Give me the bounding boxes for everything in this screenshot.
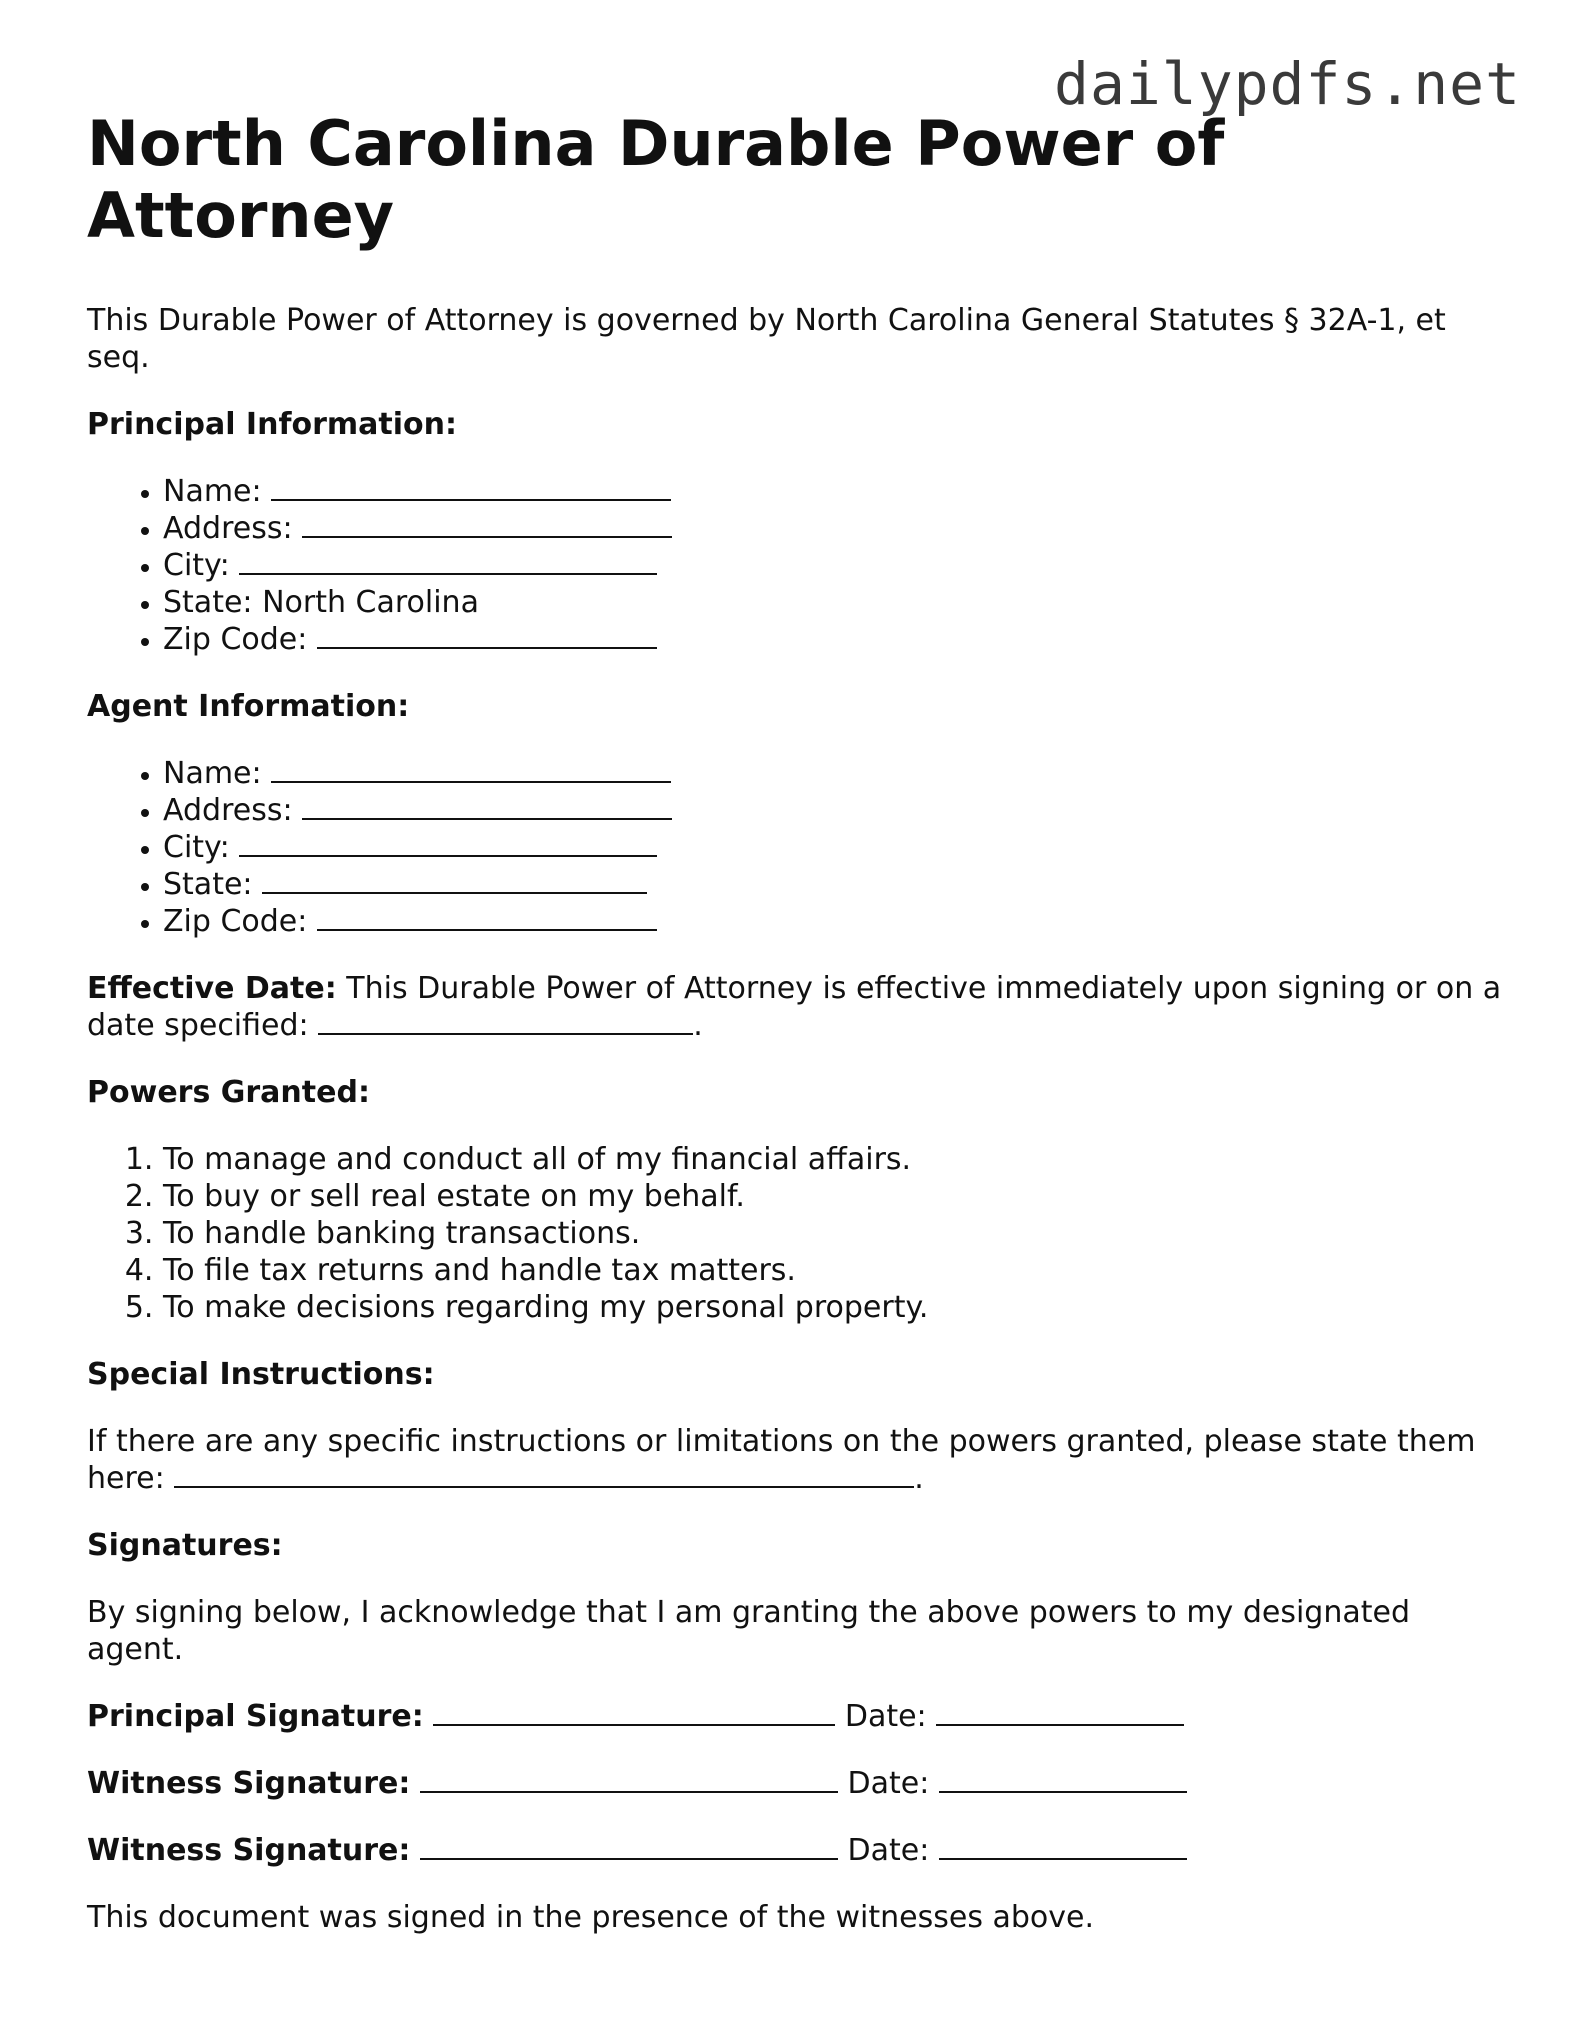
- agent-heading: Agent Information:: [87, 689, 410, 724]
- principal-heading: Principal Information:: [87, 407, 458, 442]
- agent-state-label: State:: [163, 867, 253, 902]
- intro-paragraph: This Durable Power of Attorney is governed by North Carolina General Statutes § 32A-1, et seq.: [87, 303, 1446, 375]
- special-text: If there are any specific instructions or limitations on the powers granted, please state them here:: [87, 1424, 1476, 1496]
- witness1-signature-row: [87, 1765, 1507, 1802]
- agent-state-field[interactable]: [262, 866, 647, 894]
- principal-address-field[interactable]: [302, 510, 672, 538]
- witness2-signature-label: Witness Signature:: [87, 1833, 411, 1868]
- agent-address-label: Address:: [163, 793, 293, 828]
- principal-name-field[interactable]: [271, 473, 671, 501]
- principal-signature-row: [87, 1698, 1507, 1735]
- power-item: 5. To make decisions regarding my personal property.: [163, 1289, 1507, 1326]
- agent-list: [87, 755, 1507, 940]
- witness1-date-field[interactable]: [939, 1765, 1187, 1793]
- agent-zip-field[interactable]: [317, 903, 657, 931]
- document-page: [87, 108, 1507, 1936]
- principal-name-item: [163, 473, 1507, 510]
- effective-date-period: .: [693, 1008, 703, 1043]
- special-period: .: [914, 1461, 924, 1496]
- agent-city-field[interactable]: [239, 829, 657, 857]
- principal-signature-field[interactable]: [433, 1698, 835, 1726]
- witness1-signature-label: Witness Signature:: [87, 1766, 411, 1801]
- special-instructions-field[interactable]: [174, 1460, 914, 1488]
- principal-state-item: [163, 584, 1507, 621]
- special-paragraph: [87, 1423, 1507, 1497]
- powers-heading: Powers Granted:: [87, 1075, 370, 1110]
- principal-zip-field[interactable]: [317, 621, 657, 649]
- watermark: dailypdfs.net: [1054, 50, 1521, 118]
- agent-zip-item: [163, 903, 1507, 940]
- agent-address-item: [163, 792, 1507, 829]
- principal-address-label: Address:: [163, 511, 293, 546]
- closing-statement: This document was signed in the presence of the witnesses above.: [87, 1900, 1095, 1935]
- witness2-date-label: Date:: [847, 1833, 930, 1868]
- power-item: 2. To buy or sell real estate on my behalf.: [163, 1178, 1507, 1215]
- witness1-date-label: Date:: [847, 1766, 930, 1801]
- agent-state-item: [163, 866, 1507, 903]
- effective-date-field[interactable]: [318, 1007, 693, 1035]
- principal-zip-item: [163, 621, 1507, 658]
- principal-address-item: [163, 510, 1507, 547]
- principal-signature-label: Principal Signature:: [87, 1699, 424, 1734]
- principal-name-label: Name:: [163, 474, 262, 509]
- signatures-heading: Signatures:: [87, 1528, 283, 1563]
- principal-city-item: [163, 547, 1507, 584]
- agent-address-field[interactable]: [302, 792, 672, 820]
- effective-date-label: Effective Date:: [87, 971, 337, 1006]
- power-item: 3. To handle banking transactions.: [163, 1215, 1507, 1252]
- special-heading: Special Instructions:: [87, 1357, 435, 1392]
- principal-date-field[interactable]: [936, 1698, 1184, 1726]
- agent-city-item: [163, 829, 1507, 866]
- principal-state-value: North Carolina: [262, 585, 479, 620]
- principal-city-field[interactable]: [239, 547, 657, 575]
- agent-name-field[interactable]: [271, 755, 671, 783]
- powers-list: [87, 1141, 1507, 1326]
- signatures-text: By signing below, I acknowledge that I am granting the above powers to my designated agent.: [87, 1595, 1411, 1667]
- agent-name-item: [163, 755, 1507, 792]
- witness2-signature-field[interactable]: [420, 1832, 838, 1860]
- effective-date-paragraph: [87, 970, 1507, 1044]
- effective-date-text: This Durable Power of Attorney is effective immediately upon signing or on a date specified:: [87, 971, 1502, 1043]
- principal-zip-label: Zip Code:: [163, 622, 308, 657]
- principal-date-label: Date:: [844, 1699, 927, 1734]
- agent-name-label: Name:: [163, 756, 262, 791]
- power-item: 4. To file tax returns and handle tax matters.: [163, 1252, 1507, 1289]
- power-item: 1. To manage and conduct all of my financial affairs.: [163, 1141, 1507, 1178]
- document-title: North Carolina Durable Power of Attorney: [87, 107, 1225, 252]
- witness2-signature-row: [87, 1832, 1507, 1869]
- agent-zip-label: Zip Code:: [163, 904, 308, 939]
- principal-city-label: City:: [163, 548, 230, 583]
- principal-list: [87, 473, 1507, 658]
- principal-state-label: State:: [163, 585, 253, 620]
- agent-city-label: City:: [163, 830, 230, 865]
- witness1-signature-field[interactable]: [420, 1765, 838, 1793]
- witness2-date-field[interactable]: [939, 1832, 1187, 1860]
